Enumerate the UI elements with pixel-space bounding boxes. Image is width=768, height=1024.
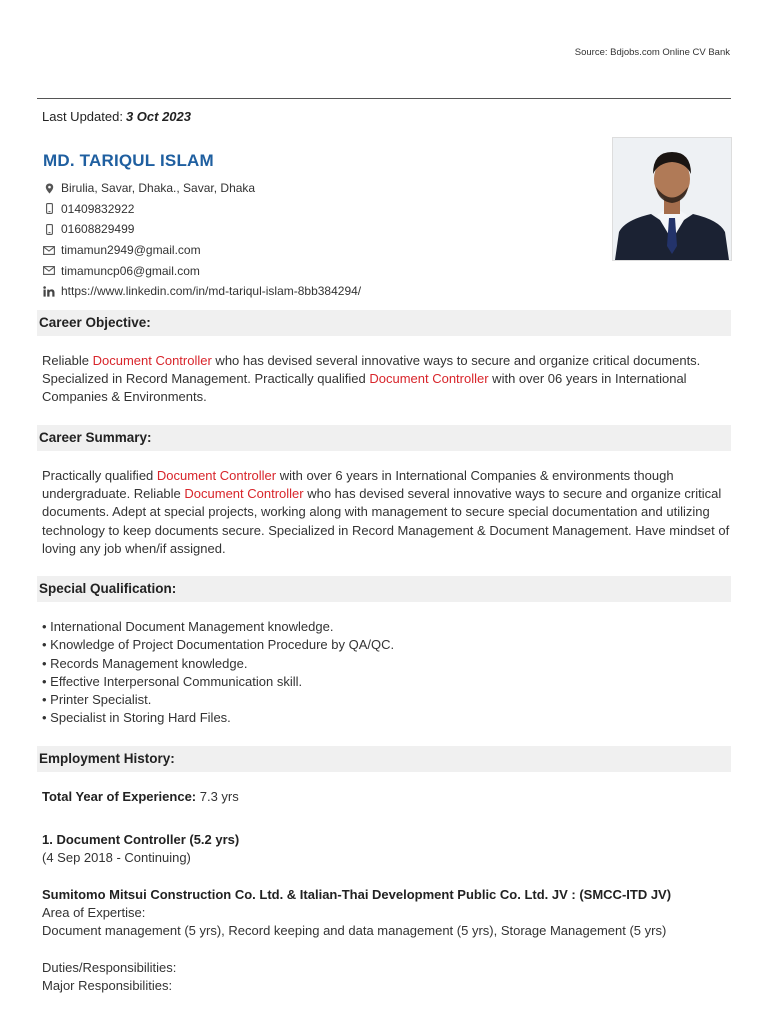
- phone-1-text: 01409832922: [61, 201, 135, 216]
- section-career-summary: [37, 425, 731, 451]
- job-number: 1.: [42, 832, 57, 847]
- email-1-text[interactable]: timamun2949@gmail.com: [61, 243, 201, 258]
- career-objective-text: [42, 352, 732, 407]
- text-run: Reliable: [42, 353, 93, 368]
- map-pin-icon: [42, 183, 56, 194]
- area-expertise-text: Document management (5 yrs), Record keeping and data management (5 yrs), Storage Management (5 yrs): [42, 923, 667, 938]
- total-experience-label: Total Year of Experience:: [42, 789, 197, 804]
- section-career-objective: [37, 310, 731, 336]
- contact-list: [42, 178, 361, 302]
- envelope-icon: [42, 266, 56, 275]
- contact-phone-2: [42, 219, 361, 240]
- list-item: • Effective Interpersonal Communication skill.: [42, 673, 303, 689]
- last-updated: [42, 109, 191, 124]
- mobile-phone-icon: [42, 224, 56, 235]
- text-run: who has devised several innovative ways to secure and organize critical documents. Adept at special projects, working along with management to secure special documentation and utilizing technology to keep documents secure. Specialized in Record Management & Document Management. Have mindset of loving any job when/if assigned.: [42, 486, 730, 556]
- company-name: Sumitomo Mitsui Construction Co. Ltd. & Italian-Thai Development Public Co. Ltd. JV : (SMCC-ITD JV): [42, 887, 672, 902]
- contact-linkedin: [42, 281, 361, 302]
- phone-2-text: 01608829499: [61, 222, 135, 237]
- linkedin-url[interactable]: https://www.linkedin.com/in/md-tariqul-islam-8bb384294/: [61, 284, 362, 299]
- section-employment-history: [37, 746, 731, 772]
- list-item: • Knowledge of Project Documentation Procedure by QA/QC.: [42, 637, 395, 653]
- email-2-text[interactable]: timamuncp06@gmail.com: [61, 263, 200, 278]
- list-item: • Printer Specialist.: [42, 692, 152, 708]
- total-experience: [42, 789, 239, 804]
- envelope-icon: [42, 246, 56, 255]
- job-title: Document Controller: [56, 832, 186, 847]
- header-divider: [37, 98, 731, 99]
- job-dates: (4 Sep 2018 - Continuing): [42, 850, 191, 865]
- major-responsibilities-label: Major Responsibilities:: [42, 978, 173, 993]
- source-note: Source: Bdjobs.com Online CV Bank: [574, 47, 730, 58]
- qualification-list: [42, 618, 394, 728]
- candidate-name: MD. TARIQUL ISLAM: [43, 151, 214, 170]
- contact-phone-1: [42, 199, 361, 220]
- contact-email-1: [42, 240, 361, 261]
- text-run: with over 06 years in International Companies & Environments.: [42, 371, 687, 405]
- linkedin-icon: [42, 286, 56, 297]
- area-expertise-label: Area of Expertise:: [42, 905, 146, 920]
- career-summary-text: [42, 467, 732, 558]
- contact-address: [42, 178, 361, 199]
- section-heading: Special Qualification:: [39, 581, 177, 596]
- last-updated-label: Last Updated:: [42, 109, 123, 124]
- section-special-qualification: [37, 576, 731, 602]
- text-run: Practically qualified: [42, 468, 157, 483]
- contact-email-2: [42, 260, 361, 281]
- highlight-text: Document Controller: [184, 486, 304, 502]
- text-run: who has devised several innovative ways to secure and organize critical documents. Specialized in Record Management. Practically qualified: [42, 353, 701, 387]
- section-heading: Career Objective:: [39, 315, 151, 330]
- profile-photo: [612, 137, 732, 261]
- highlight-text: Document Controller: [369, 371, 489, 387]
- address-text: Birulia, Savar, Dhaka., Savar, Dhaka: [61, 181, 256, 196]
- text-run: with over 6 years in International Companies & environments though undergraduate. Reliable: [42, 468, 674, 502]
- job-title-line: [42, 832, 239, 847]
- list-item: • Records Management knowledge.: [42, 655, 248, 671]
- list-item: • Specialist in Storing Hard Files.: [42, 710, 231, 726]
- highlight-text: Document Controller: [156, 468, 277, 483]
- last-updated-date: 3 Oct 2023: [125, 109, 191, 124]
- highlight-text: Document Controller: [92, 353, 212, 368]
- duties-label: Duties/Responsibilities:: [42, 960, 177, 975]
- mobile-phone-icon: [42, 203, 56, 214]
- list-item: • International Document Management knowledge.: [42, 619, 334, 634]
- section-heading: Employment History:: [39, 751, 175, 766]
- job-duration: (5.2 yrs): [185, 832, 240, 847]
- section-heading: Career Summary:: [39, 430, 152, 445]
- total-experience-value: 7.3 yrs: [196, 789, 239, 804]
